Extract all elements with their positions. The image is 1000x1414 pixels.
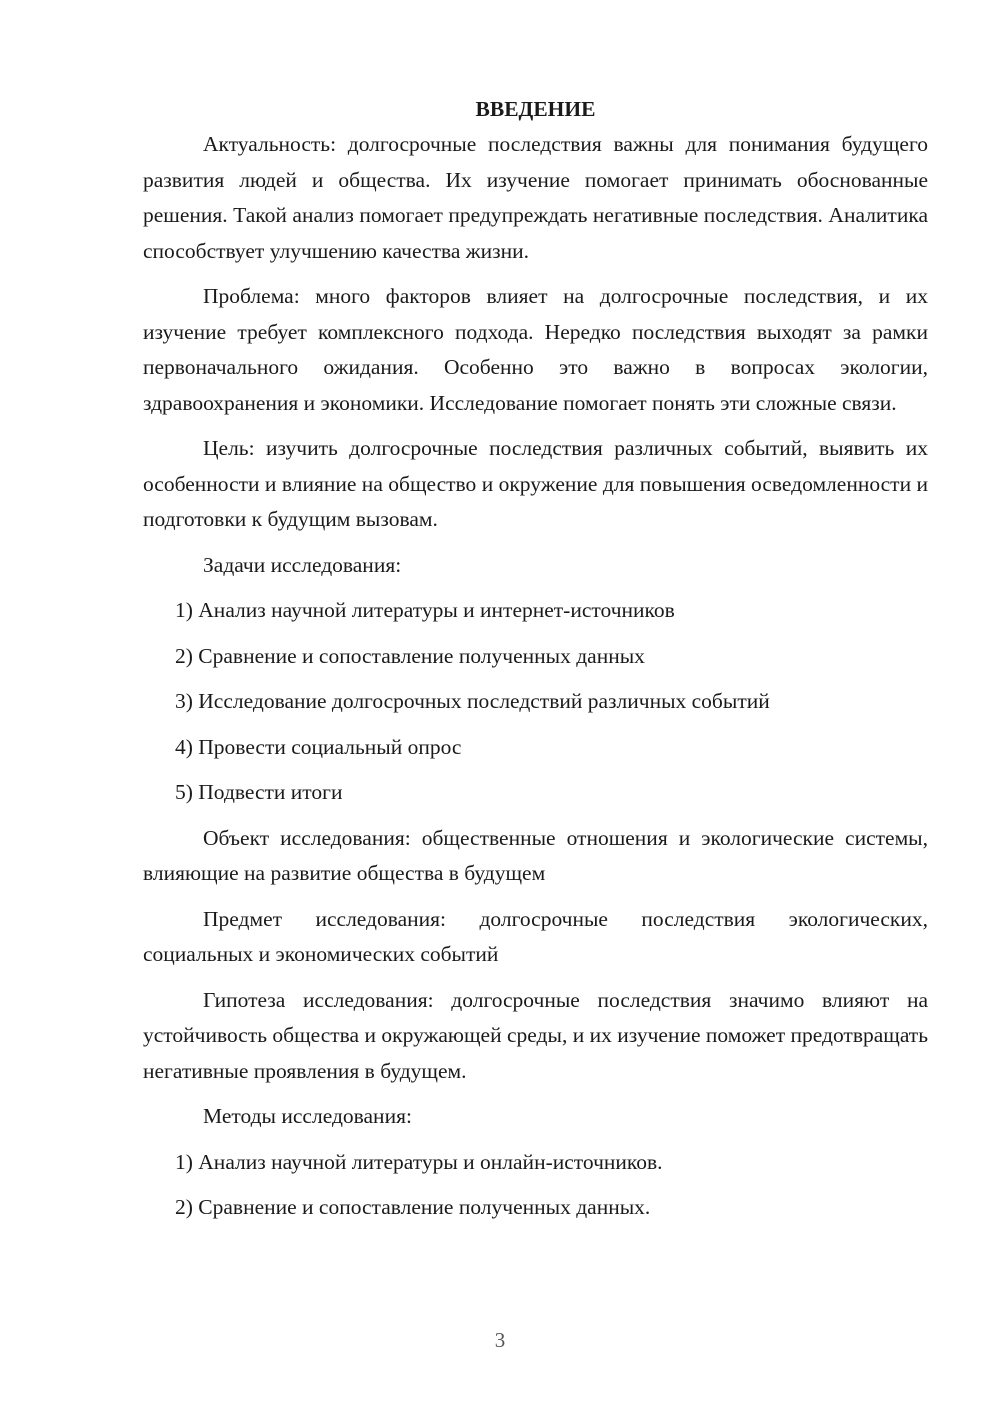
page-title: ВВЕДЕНИЕ (475, 97, 596, 121)
relevance-paragraph: Актуальность: долгосрочные последствия важны для понимания будущего развития людей и общества. Их изучение помогает принимать обоснованные решения. Такой анализ помогает предупреждать негативные последствия. Аналитика способствует улучшению качества жизни. (143, 132, 928, 263)
hypothesis-paragraph: Гипотеза исследования: долгосрочные последствия значимо влияют на устойчивость общества и окружающей среды, и их изучение поможет предотвращать негативные проявления в будущем. (143, 987, 928, 1083)
object-paragraph: Объект исследования: общественные отношения и экологические системы, влияющие на развитие общества в будущем (143, 825, 928, 885)
subject-paragraph: Предмет исследования: долгосрочные последствия экологических, социальных и экономических событий (143, 906, 928, 966)
page-number: 3 (494, 1328, 506, 1352)
methods-heading: Методы исследования: (203, 1104, 412, 1128)
tasks-heading: Задачи исследования: (203, 552, 402, 577)
task-item: 2) Сравнение и сопоставление полученных данных (175, 643, 645, 668)
method-item: 2) Сравнение и сопоставление полученных данных. (175, 1195, 651, 1219)
problem-paragraph: Проблема: много факторов влияет на долгосрочные последствия, и их изучение требует комплексного подхода. Нередко последствия выходят за рамки первоначального ожидания. Особенно это важно в вопросах экологии, здравоохранения и экономики. Исследование помогает понять эти сложные связи. (143, 284, 928, 415)
task-item: 1) Анализ научной литературы и интернет-источников (175, 598, 675, 622)
document-page (143, 92, 928, 1236)
goal-paragraph: Цель: изучить долгосрочные последствия различных событий, выявить их особенности и влияние на общество и окружение для повышения осведомленности и подготовки к будущим вызовам. (143, 436, 928, 531)
method-item: 1) Анализ научной литературы и онлайн-источников. (175, 1149, 663, 1174)
task-item: 3) Исследование долгосрочных последствий различных событий (175, 689, 770, 713)
task-item: 4) Провести социальный опрос (175, 734, 462, 759)
task-item: 5) Подвести итоги (175, 780, 343, 804)
